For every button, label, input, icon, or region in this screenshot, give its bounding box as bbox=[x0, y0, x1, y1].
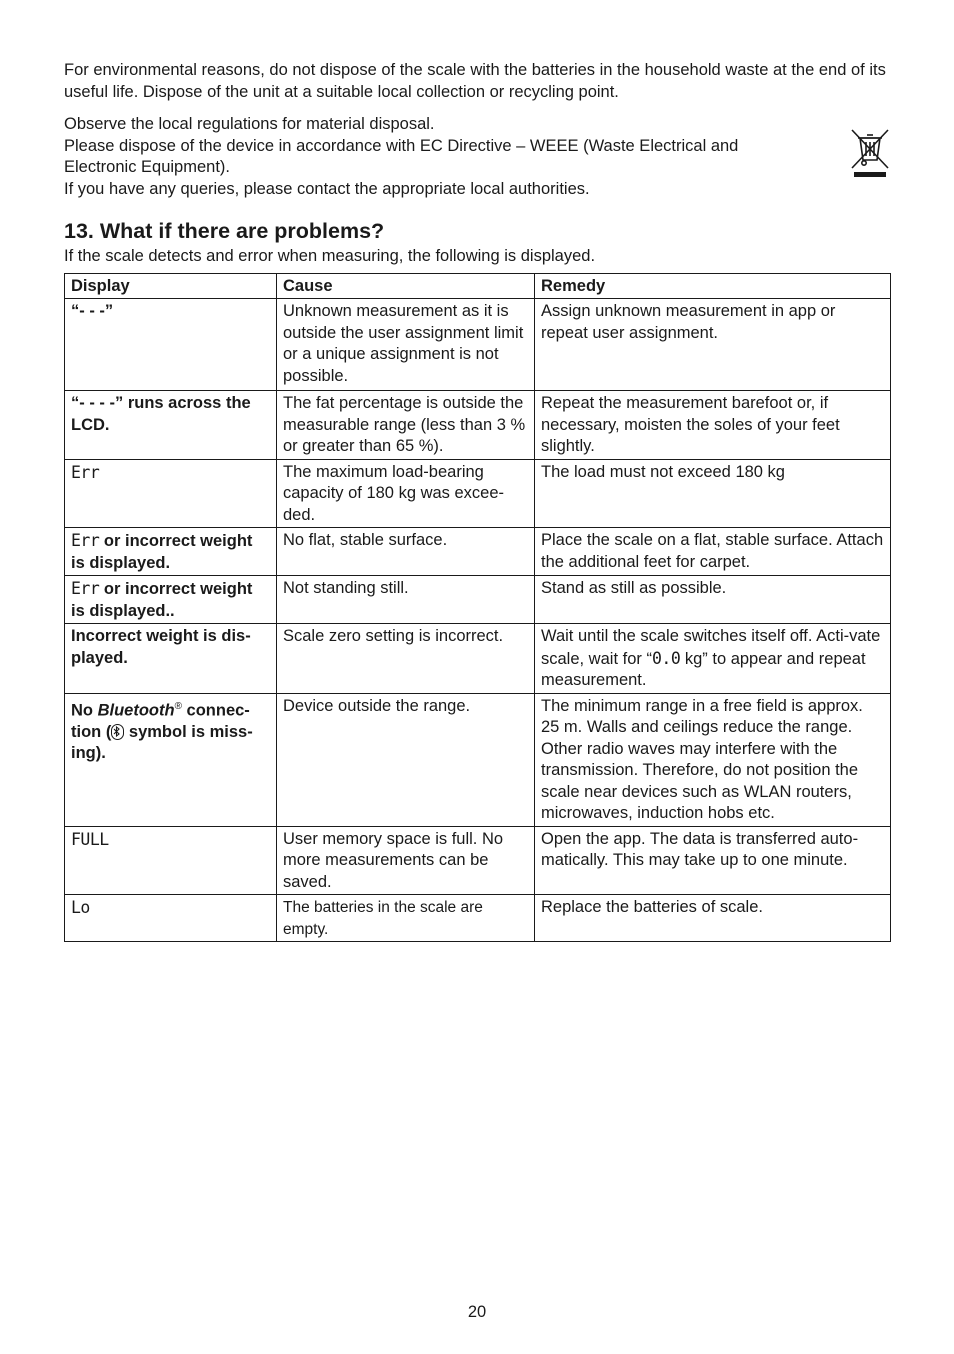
lcd-code: Err bbox=[71, 579, 100, 598]
lcd-code: 0.0 bbox=[651, 648, 681, 668]
problems-table bbox=[64, 273, 891, 943]
cause-cell: User memory space is full. No more measurements can be saved. bbox=[277, 826, 535, 895]
remedy-cell: Open the app. The data is transferred auto-matically. This may take up to one minute. bbox=[535, 826, 891, 895]
display-cell bbox=[65, 693, 277, 826]
section-title: 13. What if there are problems? bbox=[64, 219, 385, 243]
queries-paragraph: If you have any queries, please contact the appropriate local authorities. bbox=[64, 179, 590, 198]
display-cell: “- - - -” runs across the LCD. bbox=[65, 391, 277, 460]
table-header-row bbox=[65, 273, 891, 299]
remedy-text: kg” to appear and repeat measurement. bbox=[541, 649, 866, 689]
display-cell bbox=[65, 576, 277, 624]
cause-cell: The fat percentage is outside the measurable range (less than 3 % or greater than 65 %). bbox=[277, 391, 535, 460]
remedy-cell: Stand as still as possible. bbox=[535, 576, 891, 624]
table-row bbox=[65, 624, 891, 694]
remedy-cell: The minimum range in a free field is approx. 25 m. Walls and ceilings reduce the range. Other radio waves may interfere with the transmission. Therefore, do not position the scale near devices such as WLAN routers, microwaves, induction hobs etc. bbox=[535, 693, 891, 826]
lcd-code: FULL bbox=[71, 829, 109, 849]
lcd-code: Lo bbox=[71, 898, 90, 917]
display-cell: “- - -” bbox=[65, 299, 277, 391]
lcd-code: Err bbox=[71, 531, 100, 550]
table-row bbox=[65, 299, 891, 391]
section-intro: If the scale detects and error when measuring, the following is displayed. bbox=[64, 247, 596, 265]
cause-cell: Unknown measurement as it is outside the user assignment limit or a unique assignment is not possible. bbox=[277, 299, 535, 391]
table-row bbox=[65, 459, 891, 528]
page-content bbox=[64, 60, 890, 942]
bluetooth-icon bbox=[111, 724, 124, 740]
remedy-cell: The load must not exceed 180 kg bbox=[535, 459, 891, 528]
display-cell bbox=[65, 895, 277, 942]
table-row bbox=[65, 826, 891, 895]
bluetooth-brand: Bluetooth bbox=[97, 701, 175, 719]
display-text: connec-tion ( bbox=[71, 701, 250, 741]
table-row bbox=[65, 576, 891, 624]
weee-paragraph: Please dispose of the device in accordance with EC Directive – WEEE (Waste Electrical and Electronic Equipment). bbox=[64, 136, 739, 176]
remedy-cell bbox=[535, 624, 891, 694]
display-text: or incorrect weight is displayed.. bbox=[71, 580, 253, 620]
header-remedy: Remedy bbox=[535, 273, 891, 299]
cause-cell: The batteries in the scale are empty. bbox=[277, 895, 535, 942]
display-cell bbox=[65, 826, 277, 895]
remedy-text: Wait until the scale switches itself off. Acti-vate scale, wait for “ bbox=[541, 627, 881, 668]
table-row bbox=[65, 391, 891, 460]
table-row bbox=[65, 693, 891, 826]
cause-cell: Scale zero setting is incorrect. bbox=[277, 624, 535, 694]
display-cell bbox=[65, 528, 277, 576]
remedy-cell: Place the scale on a flat, stable surface. Attach the additional feet for carpet. bbox=[535, 528, 891, 576]
page-number: 20 bbox=[467, 1303, 487, 1321]
cause-cell: No flat, stable surface. bbox=[277, 528, 535, 576]
display-text: No bbox=[71, 701, 93, 719]
display-text: or incorrect weight is displayed. bbox=[71, 532, 253, 572]
registered-mark: ® bbox=[174, 700, 182, 712]
regulations-paragraph: Observe the local regulations for material disposal. bbox=[64, 115, 435, 133]
cause-cell: The maximum load-bearing capacity of 180 kg was excee-ded. bbox=[277, 459, 535, 528]
cause-cell: Device outside the range. bbox=[277, 693, 535, 826]
header-display: Display bbox=[65, 273, 277, 299]
table-row bbox=[65, 895, 891, 942]
display-cell bbox=[65, 459, 277, 528]
disposal-block bbox=[64, 114, 890, 200]
header-cause: Cause bbox=[277, 273, 535, 299]
cause-cell: Not standing still. bbox=[277, 576, 535, 624]
lcd-code: Err bbox=[71, 462, 100, 482]
remedy-cell: Repeat the measurement barefoot or, if necessary, moisten the soles of your feet slightly. bbox=[535, 391, 891, 460]
crossed-out-wheelie-bin-icon bbox=[850, 128, 890, 178]
environment-paragraph: For environmental reasons, do not dispose of the scale with the batteries in the household waste at the end of its useful life. Dispose of the unit at a suitable local collection or recycling point. bbox=[64, 61, 886, 101]
display-cell: Incorrect weight is dis-played. bbox=[65, 624, 277, 694]
remedy-cell: Assign unknown measurement in app or repeat user assignment. bbox=[535, 299, 891, 391]
remedy-cell: Replace the batteries of scale. bbox=[535, 895, 891, 942]
table-row bbox=[65, 528, 891, 576]
display-text: symbol is miss-ing). bbox=[71, 722, 253, 762]
